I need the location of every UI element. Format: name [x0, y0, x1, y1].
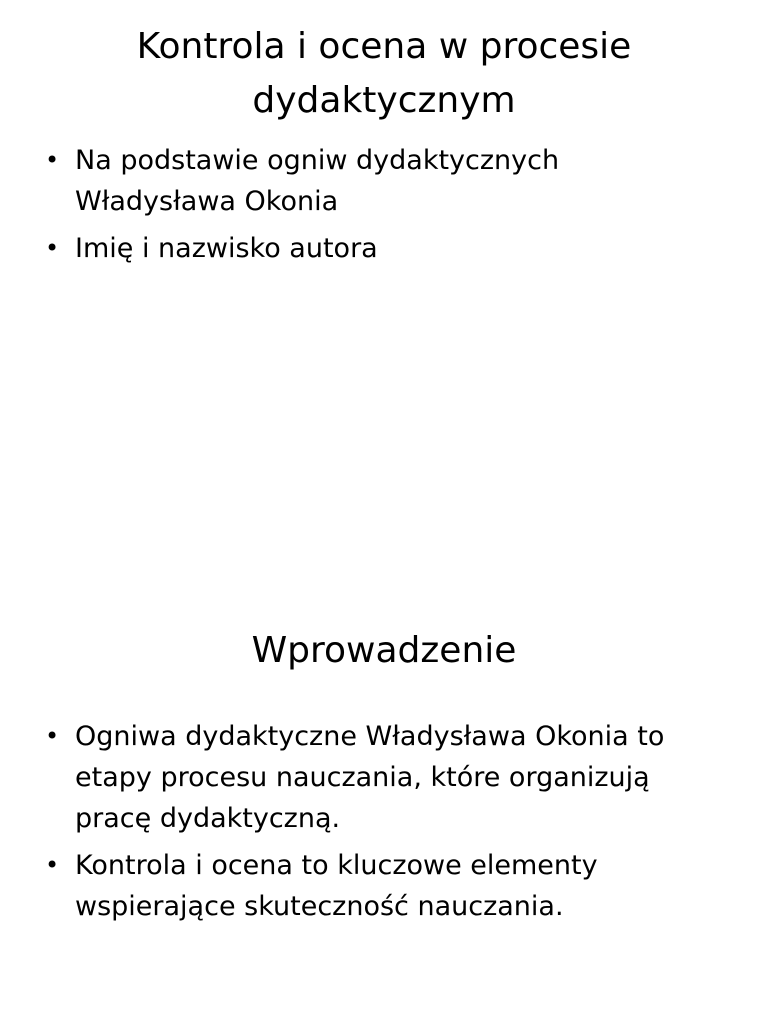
- bullet-dot-icon: •: [45, 146, 60, 174]
- bullet-text: Na podstawie ogniw dydaktycznych Władysława Okonia: [75, 145, 560, 217]
- bullet-item: [40, 716, 720, 839]
- slide-1-bullet-list: [40, 140, 720, 275]
- slide-2: [0, 512, 768, 1024]
- bullet-item: [40, 140, 720, 222]
- bullet-text: Ogniwa dydaktyczne Władysława Okonia to etapy procesu nauczania, które organizują pracę dydaktyczną.: [75, 721, 665, 834]
- bullet-dot-icon: •: [45, 722, 60, 750]
- bullet-text: Imię i nazwisko autora: [75, 233, 378, 264]
- slide-2-title: Wprowadzenie: [251, 630, 517, 671]
- bullet-item: [40, 845, 720, 927]
- bullet-dot-icon: •: [45, 234, 60, 262]
- slide-1-title: Kontrola i ocena w procesie dydaktycznym: [136, 26, 632, 121]
- bullet-item: [40, 228, 720, 269]
- slide-2-bullet-list: [40, 716, 720, 933]
- bullet-text: Kontrola i ocena to kluczowe elementy wspierające skuteczność nauczania.: [75, 850, 598, 922]
- bullet-dot-icon: •: [45, 851, 60, 879]
